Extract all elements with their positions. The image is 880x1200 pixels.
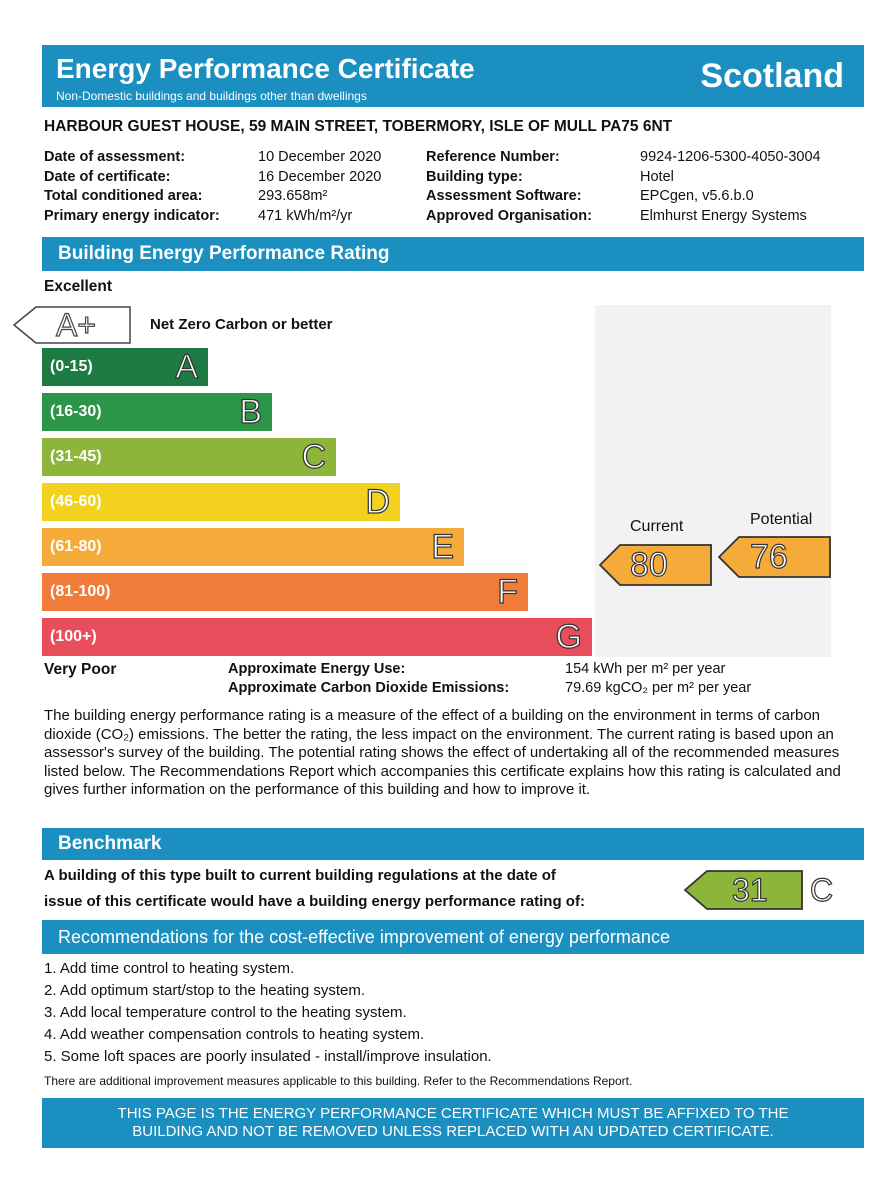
- co2-value: 79.69 kgCO₂ per m² per year: [565, 680, 752, 696]
- detail-label: Total conditioned area:: [44, 188, 203, 204]
- benchmark-title: Benchmark: [42, 828, 864, 860]
- band-range: (46-60): [50, 493, 102, 510]
- band-range: (31-45): [50, 448, 102, 465]
- band-e: [42, 528, 464, 566]
- detail-value: EPCgen, v5.6.b.0: [640, 188, 754, 204]
- potential-value: 76: [750, 538, 788, 576]
- band-range: (100+): [50, 628, 97, 645]
- list-item: 2. Add optimum start/stop to the heating system.: [44, 982, 365, 999]
- aplus-letter: A+: [56, 307, 97, 343]
- certificate-subtitle: Non-Domestic buildings and buildings other than dwellings: [56, 89, 367, 103]
- detail-value: 9924-1206-5300-4050-3004: [640, 149, 821, 165]
- footer-line2: BUILDING AND NOT BE REMOVED UNLESS REPLACED WITH AN UPDATED CERTIFICATE.: [132, 1123, 774, 1140]
- details-right: [426, 148, 821, 226]
- header-banner: [42, 45, 864, 107]
- band-a: [42, 348, 208, 386]
- detail-row: [44, 148, 381, 168]
- band-letter: E: [431, 528, 454, 566]
- detail-label: Approved Organisation:: [426, 207, 592, 224]
- recommendations-title: [42, 920, 864, 954]
- region-label: Scotland: [700, 57, 844, 95]
- detail-label: Reference Number:: [426, 149, 560, 165]
- detail-value: 471 kWh/m²/yr: [258, 207, 353, 224]
- benchmark-line2: issue of this certificate would have a building energy performance rating of:: [44, 893, 585, 910]
- potential-label: Potential: [750, 511, 813, 528]
- detail-label: Date of certificate:: [44, 168, 171, 185]
- band-range: (16-30): [50, 403, 102, 420]
- co2-label: Approximate Carbon Dioxide Emissions:: [228, 680, 510, 696]
- benchmark-letter: C: [810, 872, 834, 908]
- details-left: [44, 148, 381, 226]
- energy-use-value: 154 kWh per m² per year: [565, 661, 726, 677]
- current-label: Current: [630, 518, 684, 535]
- detail-row: [426, 187, 821, 207]
- band-d: [42, 483, 400, 521]
- recommendations-note: There are additional improvement measures applicable to this building. Refer to the Recommendations Report.: [44, 1074, 633, 1088]
- aplus-description: Net Zero Carbon or better: [150, 316, 333, 333]
- list-item: 4. Add weather compensation controls to heating system.: [44, 1026, 425, 1043]
- detail-label: Date of assessment:: [44, 149, 186, 165]
- detail-row: [426, 207, 821, 227]
- list-item: 1. Add time control to heating system.: [44, 960, 295, 977]
- very-poor-label: Very Poor: [44, 661, 117, 678]
- band-g: [42, 618, 592, 656]
- detail-row: [426, 148, 821, 168]
- energy-use-label: Approximate Energy Use:: [228, 661, 406, 677]
- band-range: (0-15): [50, 358, 93, 375]
- certificate-title: Energy Performance Certificate: [56, 53, 475, 84]
- current-value: 80: [630, 546, 668, 584]
- band-c: [42, 438, 336, 476]
- property-address: HARBOUR GUEST HOUSE, 59 MAIN STREET, TOBERMORY, ISLE OF MULL PA75 6NT: [44, 118, 673, 135]
- band-range: (81-100): [50, 583, 111, 600]
- band-range: (61-80): [50, 538, 102, 555]
- detail-row: [44, 168, 381, 188]
- list-item: 5. Some loft spaces are poorly insulated - install/improve insulation.: [44, 1048, 492, 1065]
- description-paragraph: The building energy performance rating is a measure of the effect of a building on the environment in terms of carbon dioxide (CO₂) emissions. The better the rating, the less impact on the environment. The current rating is based upon an assessor's survey of the building. The potential rating shows the effect of undertaking all of the recommended measures listed below. The Recommendations Report which accompanies this certificate explains how this rating is calculated and gives further information on the performance of this building and how to improve it.: [44, 707, 841, 798]
- rating-panel: [595, 305, 831, 657]
- excellent-label: Excellent: [44, 278, 113, 295]
- detail-label: Building type:: [426, 168, 523, 185]
- detail-row: [426, 168, 821, 188]
- detail-value: 10 December 2020: [258, 149, 382, 165]
- band-letter: F: [497, 573, 518, 611]
- band-letter: G: [555, 618, 582, 656]
- band-letter: A: [175, 348, 198, 386]
- band-f: [42, 573, 528, 611]
- rating-section-title: Building Energy Performance Rating: [42, 237, 864, 271]
- band-letter: D: [365, 483, 390, 521]
- footer-line1: THIS PAGE IS THE ENERGY PERFORMANCE CERTIFICATE WHICH MUST BE AFFIXED TO THE: [117, 1105, 789, 1122]
- recommendations-title-text: Recommendations for the cost-effective improvement of energy performance: [58, 926, 670, 947]
- detail-label: Primary energy indicator:: [44, 207, 220, 224]
- band-b: [42, 393, 272, 431]
- benchmark-value: 31: [732, 872, 768, 908]
- list-item: 3. Add local temperature control to the heating system.: [44, 1004, 407, 1021]
- benchmark-line1: A building of this type built to current building regulations at the date of: [44, 867, 556, 884]
- detail-row: [44, 207, 381, 227]
- band-letter: C: [301, 438, 326, 476]
- detail-row: [44, 187, 381, 207]
- detail-value: Elmhurst Energy Systems: [640, 207, 807, 224]
- recommendations-list: [44, 958, 492, 1068]
- band-letter: B: [239, 393, 262, 431]
- detail-value: 16 December 2020: [258, 168, 382, 185]
- detail-label: Assessment Software:: [426, 188, 582, 204]
- footer-banner: [42, 1098, 864, 1148]
- detail-value: 293.658m²: [258, 188, 328, 204]
- detail-value: Hotel: [640, 168, 674, 185]
